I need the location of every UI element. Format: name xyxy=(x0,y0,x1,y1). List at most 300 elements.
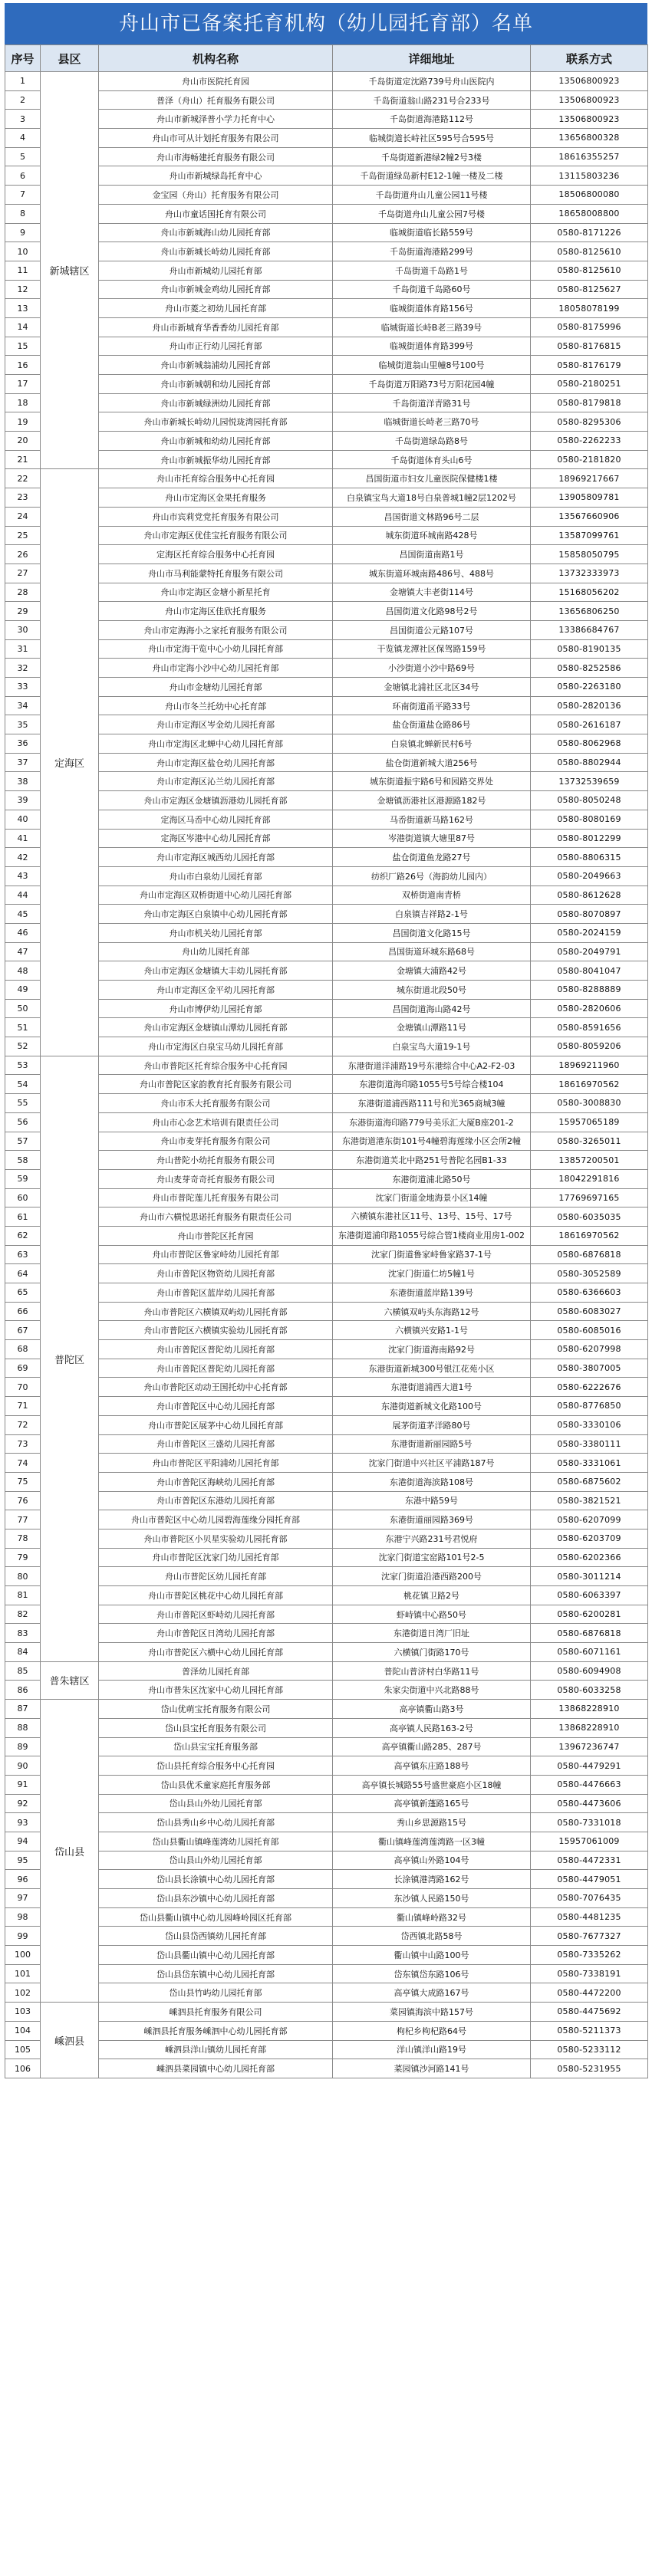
row-number: 45 xyxy=(5,905,41,924)
row-number: 22 xyxy=(5,469,41,488)
institution-phone: 13567660906 xyxy=(531,507,648,526)
table-row xyxy=(5,848,648,867)
institution-phone: 0580-3265011 xyxy=(531,1132,648,1151)
district-cell: 嵊泗县 xyxy=(41,2003,99,2078)
row-number: 104 xyxy=(5,2021,41,2040)
row-number: 31 xyxy=(5,639,41,659)
row-number: 19 xyxy=(5,412,41,432)
row-number: 35 xyxy=(5,715,41,734)
institution-phone: 0580-8012299 xyxy=(531,829,648,848)
institution-address: 纺织厂路26号（海韵幼儿园内） xyxy=(333,866,531,886)
row-number: 59 xyxy=(5,1169,41,1188)
table-row xyxy=(5,1605,648,1624)
table-row xyxy=(5,659,648,678)
table-row xyxy=(5,678,648,697)
institution-phone: 0580-8176179 xyxy=(531,356,648,375)
institution-name: 岱山县岱西镇幼儿园托育部 xyxy=(99,1927,333,1946)
institution-address: 昌国街道文化路98号2号 xyxy=(333,602,531,621)
institution-name: 定海区托育综合服务中心托育园 xyxy=(99,545,333,564)
table-row xyxy=(5,715,648,734)
institution-name: 舟山市机关幼儿园托育部 xyxy=(99,923,333,942)
row-number: 25 xyxy=(5,526,41,545)
institution-address: 临城街道长峙B老三路39号 xyxy=(333,317,531,337)
institution-address: 东港街道港东街101号4幢碧海莲缘小区会所2幢 xyxy=(333,1132,531,1151)
table-row xyxy=(5,696,648,715)
institution-table xyxy=(5,44,648,2078)
institution-phone: 13506800923 xyxy=(531,72,648,91)
row-number: 92 xyxy=(5,1794,41,1813)
institution-address: 东港街道新城文化路100号 xyxy=(333,1397,531,1416)
institution-name: 定海区马岙中心幼儿园托育部 xyxy=(99,810,333,829)
institution-phone: 0580-4475692 xyxy=(531,2003,648,2022)
institution-address: 白泉宝鸟大道19-1号 xyxy=(333,1037,531,1056)
institution-phone: 0580-3331061 xyxy=(531,1454,648,1473)
row-number: 3 xyxy=(5,110,41,129)
institution-address: 昌国街道文林路96号二层 xyxy=(333,507,531,526)
institution-phone: 0580-6203709 xyxy=(531,1529,648,1548)
row-number: 87 xyxy=(5,1700,41,1719)
table-row xyxy=(5,1359,648,1378)
institution-address: 东港街道浦西路111号和光365商城3幢 xyxy=(333,1094,531,1113)
institution-name: 普泽幼儿园托育部 xyxy=(99,1661,333,1681)
institution-phone: 0580-8062968 xyxy=(531,734,648,754)
row-number: 89 xyxy=(5,1737,41,1756)
institution-phone: 0580-6876818 xyxy=(531,1624,648,1643)
header-name: 机构名称 xyxy=(99,45,333,72)
institution-address: 普陀山普济村白华路11号 xyxy=(333,1661,531,1681)
table-row xyxy=(5,1169,648,1188)
table-row xyxy=(5,488,648,508)
institution-name: 舟山市普陀区托育综合服务中心托育园 xyxy=(99,1056,333,1075)
table-row xyxy=(5,1661,648,1681)
institution-address: 金塘镇北浦社区北区34号 xyxy=(333,678,531,697)
table-body xyxy=(5,72,648,2078)
institution-address: 千岛街道海港路299号 xyxy=(333,242,531,261)
row-number: 20 xyxy=(5,432,41,451)
institution-name: 舟山市新城长峙幼儿园悦珑湾园托育部 xyxy=(99,412,333,432)
institution-name: 舟山市普陀区鲁家峙幼儿园托育部 xyxy=(99,1245,333,1264)
institution-address: 衢山镇中山路100号 xyxy=(333,1946,531,1965)
row-number: 101 xyxy=(5,1964,41,1983)
institution-address: 东港街道芙北中路251号普陀名园B1-33 xyxy=(333,1151,531,1170)
institution-address: 城东街道环城南路428号 xyxy=(333,526,531,545)
header-district: 县区 xyxy=(41,45,99,72)
institution-address: 东港街道浦北路50号 xyxy=(333,1169,531,1188)
institution-name: 舟山市定海区沁兰幼儿园托育部 xyxy=(99,772,333,791)
institution-address: 桃花镇卫路2号 xyxy=(333,1586,531,1605)
institution-phone: 18058078199 xyxy=(531,299,648,318)
institution-name: 岱山优萌宝托育服务有限公司 xyxy=(99,1700,333,1719)
institution-address: 东港街道海滨路108号 xyxy=(333,1472,531,1491)
row-number: 28 xyxy=(5,583,41,602)
row-number: 93 xyxy=(5,1813,41,1832)
institution-phone: 0580-8176815 xyxy=(531,337,648,356)
institution-name: 舟山市普陀区六横镇实验幼儿园托育部 xyxy=(99,1321,333,1340)
institution-phone: 0580-7335262 xyxy=(531,1946,648,1965)
table-row xyxy=(5,147,648,166)
institution-address: 干览镇龙潭社区保驾路159号 xyxy=(333,639,531,659)
table-row xyxy=(5,1794,648,1813)
institution-name: 岱山县衢山镇峰莲湾幼儿园托育部 xyxy=(99,1832,333,1851)
institution-phone: 15957065189 xyxy=(531,1112,648,1132)
institution-phone: 0580-8802944 xyxy=(531,753,648,772)
institution-phone: 0580-3052589 xyxy=(531,1264,648,1283)
row-number: 62 xyxy=(5,1226,41,1245)
institution-name: 舟山市普陀区中心幼儿园托育部 xyxy=(99,1397,333,1416)
row-number: 99 xyxy=(5,1927,41,1946)
institution-phone: 0580-6875602 xyxy=(531,1472,648,1491)
institution-address: 千岛街道万阳路73号万阳花园4幢 xyxy=(333,375,531,394)
institution-address: 昌国街道南路1号 xyxy=(333,545,531,564)
table-row xyxy=(5,2003,648,2022)
table-row xyxy=(5,810,648,829)
table-row xyxy=(5,772,648,791)
table-row xyxy=(5,1112,648,1132)
row-number: 69 xyxy=(5,1359,41,1378)
institution-address: 展茅街道茅洋路80号 xyxy=(333,1415,531,1434)
institution-phone: 0580-8125610 xyxy=(531,242,648,261)
table-row xyxy=(5,1132,648,1151)
row-number: 49 xyxy=(5,981,41,1000)
district-cell: 定海区 xyxy=(41,469,99,1056)
institution-phone: 15168056202 xyxy=(531,583,648,602)
row-number: 13 xyxy=(5,299,41,318)
table-row xyxy=(5,129,648,148)
table-row xyxy=(5,602,648,621)
institution-address: 高亭镇东庄路188号 xyxy=(333,1756,531,1776)
institution-name: 舟山市新城幼儿园托育部 xyxy=(99,261,333,280)
header-contact: 联系方式 xyxy=(531,45,648,72)
institution-name: 普泽（舟山）托育服务有限公司 xyxy=(99,90,333,110)
institution-name: 舟山普陀小幼托育服务有限公司 xyxy=(99,1151,333,1170)
row-number: 48 xyxy=(5,961,41,981)
institution-address: 高亭镇衢山路285、287号 xyxy=(333,1737,531,1756)
institution-name: 舟山市普陀区中心幼儿园碧海莲缘分园托育部 xyxy=(99,1510,333,1530)
institution-address: 千岛街道新港绿2幢2号3楼 xyxy=(333,147,531,166)
institution-phone: 0580-6035035 xyxy=(531,1208,648,1227)
institution-address: 沈家门街道沿港西路200号 xyxy=(333,1567,531,1586)
institution-address: 高亭镇长城路55号盛世豪庭小区18幢 xyxy=(333,1775,531,1794)
row-number: 52 xyxy=(5,1037,41,1056)
institution-address: 衢山镇峰岭路32号 xyxy=(333,1907,531,1927)
institution-address: 双桥街道南青桥 xyxy=(333,886,531,905)
institution-phone: 18616970562 xyxy=(531,1226,648,1245)
institution-name: 岱山县宝托育服务有限公司 xyxy=(99,1718,333,1737)
institution-address: 城东街道北段50号 xyxy=(333,981,531,1000)
table-row xyxy=(5,1378,648,1397)
table-row xyxy=(5,1737,648,1756)
row-number: 103 xyxy=(5,2003,41,2022)
table-row xyxy=(5,961,648,981)
institution-address: 高亭镇人民路163-2号 xyxy=(333,1718,531,1737)
row-number: 98 xyxy=(5,1907,41,1927)
table-row xyxy=(5,791,648,810)
institution-name: 舟山市托育综合服务中心托育园 xyxy=(99,469,333,488)
institution-address: 秀山乡思源路15号 xyxy=(333,1813,531,1832)
table-row xyxy=(5,1018,648,1037)
institution-name: 舟山市定海区金塘镇大丰幼儿园托育部 xyxy=(99,961,333,981)
institution-phone: 0580-6033258 xyxy=(531,1681,648,1700)
institution-address: 白泉镇吉祥路2-1号 xyxy=(333,905,531,924)
institution-name: 嵊泗县洋山镇幼儿园托育部 xyxy=(99,2040,333,2059)
institution-name: 舟山市正行幼儿园托育部 xyxy=(99,337,333,356)
institution-phone: 0580-2049791 xyxy=(531,942,648,961)
row-number: 4 xyxy=(5,129,41,148)
institution-phone: 18042291816 xyxy=(531,1169,648,1188)
row-number: 86 xyxy=(5,1681,41,1700)
row-number: 57 xyxy=(5,1132,41,1151)
institution-phone: 0580-8175996 xyxy=(531,317,648,337)
table-row xyxy=(5,1208,648,1227)
row-number: 37 xyxy=(5,753,41,772)
institution-phone: 0580-7076435 xyxy=(531,1889,648,1908)
row-number: 41 xyxy=(5,829,41,848)
institution-phone: 0580-3011214 xyxy=(531,1567,648,1586)
institution-phone: 0580-3008830 xyxy=(531,1094,648,1113)
institution-address: 菜园镇沙河路141号 xyxy=(333,2059,531,2078)
institution-phone: 0580-8252586 xyxy=(531,659,648,678)
table-row xyxy=(5,299,648,318)
table-row xyxy=(5,317,648,337)
institution-phone: 0580-4472331 xyxy=(531,1851,648,1870)
institution-name: 舟山市马利能蒙特托育服务有限公司 xyxy=(99,564,333,583)
institution-address: 高亭镇衢山路3号 xyxy=(333,1700,531,1719)
institution-phone: 0580-8125610 xyxy=(531,261,648,280)
institution-phone: 0580-6876818 xyxy=(531,1245,648,1264)
institution-address: 临城街道长峙社区595号合595号 xyxy=(333,129,531,148)
institution-name: 舟山市新城绿洲幼儿园托育部 xyxy=(99,393,333,412)
table-row xyxy=(5,981,648,1000)
institution-phone: 0580-5231955 xyxy=(531,2059,648,2078)
institution-address: 昌国街道文化路15号 xyxy=(333,923,531,942)
header-address: 详细地址 xyxy=(333,45,531,72)
institution-name: 舟山市普陀区普陀幼儿园托育部 xyxy=(99,1359,333,1378)
table-row xyxy=(5,866,648,886)
institution-name: 岱山县竹屿幼儿园托育部 xyxy=(99,1983,333,2003)
institution-phone: 0580-4479291 xyxy=(531,1756,648,1776)
institution-address: 千岛街道舟山儿童公园11号楼 xyxy=(333,186,531,205)
institution-address: 菜园镇海滨中路157号 xyxy=(333,2003,531,2022)
institution-phone: 0580-8806315 xyxy=(531,848,648,867)
institution-phone: 18506800080 xyxy=(531,186,648,205)
institution-address: 千岛街道绿岛新村E12-1幢一楼及二楼 xyxy=(333,166,531,186)
institution-address: 东港街道浦西大道1号 xyxy=(333,1378,531,1397)
row-number: 71 xyxy=(5,1397,41,1416)
institution-address: 东港街道新丽园路5号 xyxy=(333,1434,531,1454)
institution-address: 沈家门街道鲁家峙鲁家路37-1号 xyxy=(333,1245,531,1264)
institution-address: 马岙街道新马路162号 xyxy=(333,810,531,829)
institution-name: 舟山市金塘幼儿园托育部 xyxy=(99,678,333,697)
row-number: 96 xyxy=(5,1870,41,1889)
institution-name: 舟山市新城翁浦幼儿园托育部 xyxy=(99,356,333,375)
institution-address: 金塘镇沥港社区港源路182号 xyxy=(333,791,531,810)
institution-name: 舟山市普陀区桃花中心幼儿园托育部 xyxy=(99,1586,333,1605)
institution-name: 舟山市定海干览中心小幼儿园托育部 xyxy=(99,639,333,659)
institution-address: 六横镇门街路170号 xyxy=(333,1643,531,1662)
institution-name: 舟山市普陀莲儿托育服务有限公司 xyxy=(99,1188,333,1208)
row-number: 38 xyxy=(5,772,41,791)
table-row xyxy=(5,1681,648,1700)
institution-name: 舟山市定海区白泉宝马幼儿园托育部 xyxy=(99,1037,333,1056)
institution-name: 舟山市普朱区沈家中心幼儿园托育部 xyxy=(99,1681,333,1700)
institution-phone: 0580-8190135 xyxy=(531,639,648,659)
institution-name: 舟山市菱之初幼儿园托育部 xyxy=(99,299,333,318)
institution-phone: 0580-3821521 xyxy=(531,1491,648,1510)
institution-name: 舟山市新城振华幼儿园托育部 xyxy=(99,450,333,469)
institution-name: 舟山市定海区金塘镇沥港幼儿园托育部 xyxy=(99,791,333,810)
table-row xyxy=(5,1226,648,1245)
table-row xyxy=(5,1624,648,1643)
institution-phone: 13115803236 xyxy=(531,166,648,186)
table-row xyxy=(5,1397,648,1416)
institution-address: 临城街道长峙老三路70号 xyxy=(333,412,531,432)
institution-phone: 0580-6071161 xyxy=(531,1643,648,1662)
institution-name: 舟山市普陀区幼儿园托育部 xyxy=(99,1567,333,1586)
institution-name: 舟山市定海小沙中心幼儿园托育部 xyxy=(99,659,333,678)
institution-phone: 13386684767 xyxy=(531,620,648,639)
institution-phone: 18969217667 xyxy=(531,469,648,488)
institution-phone: 18969211960 xyxy=(531,1056,648,1075)
table-row xyxy=(5,1643,648,1662)
table-row xyxy=(5,942,648,961)
table-row xyxy=(5,90,648,110)
institution-phone: 0580-6085016 xyxy=(531,1321,648,1340)
row-number: 73 xyxy=(5,1434,41,1454)
table-row xyxy=(5,1151,648,1170)
table-row xyxy=(5,905,648,924)
institution-name: 舟山市定海区北蝉中心幼儿园托育部 xyxy=(99,734,333,754)
row-number: 30 xyxy=(5,620,41,639)
institution-phone: 13656806250 xyxy=(531,602,648,621)
institution-name: 舟山市定海区金果托育服务 xyxy=(99,488,333,508)
row-number: 53 xyxy=(5,1056,41,1075)
institution-name: 岱山县衢山镇中心幼儿园峰岭园区托育部 xyxy=(99,1907,333,1927)
table-row xyxy=(5,526,648,545)
institution-phone: 13506800923 xyxy=(531,90,648,110)
table-row xyxy=(5,583,648,602)
institution-address: 环南街道甬平路33号 xyxy=(333,696,531,715)
institution-phone: 0580-8776850 xyxy=(531,1397,648,1416)
row-number: 67 xyxy=(5,1321,41,1340)
institution-phone: 0580-2820606 xyxy=(531,999,648,1018)
institution-name: 舟山市普陀区沈家门幼儿园托育部 xyxy=(99,1548,333,1567)
institution-phone: 0580-6083027 xyxy=(531,1302,648,1321)
institution-phone: 0580-4479051 xyxy=(531,1870,648,1889)
institution-address: 临城街道临长路559号 xyxy=(333,223,531,242)
header-no: 序号 xyxy=(5,45,41,72)
row-number: 43 xyxy=(5,866,41,886)
institution-name: 岱山县优禾童家庭托育服务部 xyxy=(99,1775,333,1794)
institution-address: 东沙镇人民路150号 xyxy=(333,1889,531,1908)
row-number: 95 xyxy=(5,1851,41,1870)
row-number: 100 xyxy=(5,1946,41,1965)
institution-address: 金塘镇大丰老街114号 xyxy=(333,583,531,602)
institution-name: 嵊泗县托育服务有限公司 xyxy=(99,2003,333,2022)
row-number: 11 xyxy=(5,261,41,280)
row-number: 61 xyxy=(5,1208,41,1227)
institution-address: 六横镇东港社区11号、13号、15号、17号 xyxy=(333,1208,531,1227)
row-number: 40 xyxy=(5,810,41,829)
table-row xyxy=(5,204,648,223)
institution-phone: 0580-5233112 xyxy=(531,2040,648,2059)
institution-name: 岱山县岱东镇中心幼儿园托育部 xyxy=(99,1964,333,1983)
table-row xyxy=(5,1037,648,1056)
institution-name: 舟山市普陀区普陀幼儿园托育部 xyxy=(99,1340,333,1359)
institution-name: 舟山市普陀区蓝岸幼儿园托育部 xyxy=(99,1283,333,1303)
institution-name: 舟山市博伊幼儿园托育部 xyxy=(99,999,333,1018)
table-row xyxy=(5,1415,648,1434)
row-number: 79 xyxy=(5,1548,41,1567)
institution-phone: 0580-8125627 xyxy=(531,280,648,299)
page xyxy=(5,0,647,2078)
institution-phone: 0580-7331018 xyxy=(531,1813,648,1832)
institution-phone: 0580-4473606 xyxy=(531,1794,648,1813)
table-row xyxy=(5,2040,648,2059)
institution-address: 高亭镇山外路104号 xyxy=(333,1851,531,1870)
institution-name: 金宝园（舟山）托育服务有限公司 xyxy=(99,186,333,205)
row-number: 85 xyxy=(5,1661,41,1681)
row-number: 97 xyxy=(5,1889,41,1908)
institution-address: 白泉镇宝鸟大道18号白泉普城1幢2层1202号 xyxy=(333,488,531,508)
institution-phone: 0580-8179818 xyxy=(531,393,648,412)
institution-name: 舟山市普陀区日湾幼儿园托育部 xyxy=(99,1624,333,1643)
institution-phone: 0580-6207998 xyxy=(531,1340,648,1359)
institution-phone: 13967236747 xyxy=(531,1737,648,1756)
institution-name: 舟山市定海区岑金幼儿园托育部 xyxy=(99,715,333,734)
institution-address: 金塘镇大浦路42号 xyxy=(333,961,531,981)
institution-name: 舟山市海畅建托育服务有限公司 xyxy=(99,147,333,166)
institution-phone: 0580-3807005 xyxy=(531,1359,648,1378)
row-number: 78 xyxy=(5,1529,41,1548)
institution-name: 舟山市新城朝和幼儿园托育部 xyxy=(99,375,333,394)
institution-phone: 0580-8070897 xyxy=(531,905,648,924)
row-number: 90 xyxy=(5,1756,41,1776)
row-number: 36 xyxy=(5,734,41,754)
institution-name: 舟山市新城和幼幼儿园托育部 xyxy=(99,432,333,451)
table-row xyxy=(5,507,648,526)
table-row xyxy=(5,1586,648,1605)
table-row xyxy=(5,1870,648,1889)
institution-name: 舟山市普陀区小贝星实验幼儿园托育部 xyxy=(99,1529,333,1548)
institution-phone: 18616970562 xyxy=(531,1075,648,1094)
institution-phone: 0580-2616187 xyxy=(531,715,648,734)
institution-address: 千岛街道翁山路231号合233号 xyxy=(333,90,531,110)
institution-phone: 0580-2262233 xyxy=(531,432,648,451)
institution-name: 岱山县托育综合服务中心托育园 xyxy=(99,1756,333,1776)
district-cell: 岱山县 xyxy=(41,1700,99,2003)
table-row xyxy=(5,280,648,299)
institution-address: 沈家门街道宝窑路101号2-5 xyxy=(333,1548,531,1567)
institution-address: 东港街道日湾厂旧址 xyxy=(333,1624,531,1643)
row-number: 29 xyxy=(5,602,41,621)
institution-address: 临城街道翁山里幢8号100号 xyxy=(333,356,531,375)
table-row xyxy=(5,469,648,488)
institution-phone: 0580-3380111 xyxy=(531,1434,648,1454)
institution-address: 枸杞乡枸杞路64号 xyxy=(333,2021,531,2040)
table-row xyxy=(5,1775,648,1794)
institution-name: 舟山市普陀区六横镇双屿幼儿园托育部 xyxy=(99,1302,333,1321)
institution-address: 昌国街道海山路42号 xyxy=(333,999,531,1018)
row-number: 10 xyxy=(5,242,41,261)
table-row xyxy=(5,1094,648,1113)
row-number: 84 xyxy=(5,1643,41,1662)
institution-address: 高亭镇新蓬路165号 xyxy=(333,1794,531,1813)
institution-name: 舟山市宾莉党党托育服务有限公司 xyxy=(99,507,333,526)
table-row xyxy=(5,1075,648,1094)
row-number: 75 xyxy=(5,1472,41,1491)
table-row xyxy=(5,1756,648,1776)
table-row xyxy=(5,1567,648,1586)
